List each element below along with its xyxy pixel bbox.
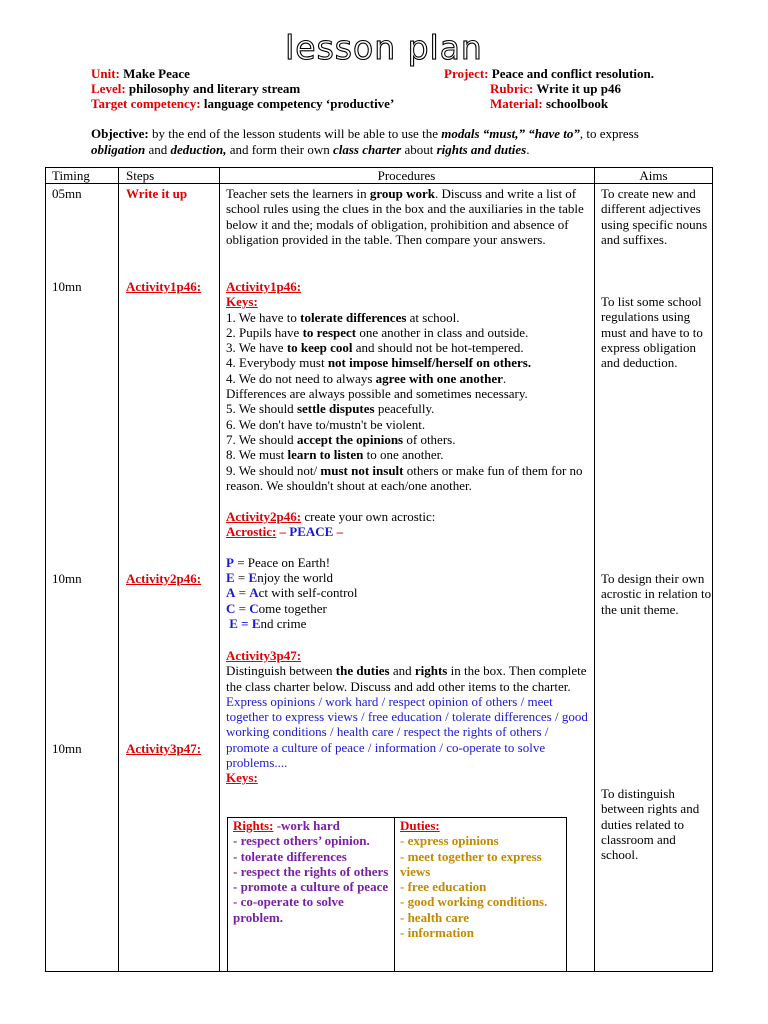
duties-item: - meet together to express views (400, 848, 542, 879)
timing-1: 05mn (52, 186, 82, 201)
unit-line: Unit: Make Peace (91, 66, 190, 81)
key-item: 2. Pupils have to respect one another in class and outside. (226, 324, 529, 340)
procedure-activity3: Activity3p47: Distinguish between the duties and rights in the box. Then complete the class charter below. Discuss and add other items to the charter. Express opinions / work hard / respect opinion of others / meet together to express views / free education / tolerate differences / good working conditions / health care / respect the rights of others / promote a culture of peace / information / co-operate to solve problems.... Keys: (226, 648, 591, 786)
page-title: lesson plan (285, 28, 483, 67)
duties-item: - health care (400, 909, 470, 925)
duties-item: - express opinions (400, 833, 499, 849)
col-divider (118, 167, 119, 972)
key-item: 3. We have to keep cool and should not be hot-tempered. (226, 340, 524, 356)
acrostic-line: P = Peace on Earth! (226, 554, 331, 570)
step-2: Activity1p46: (126, 279, 202, 294)
duties-label: Duties: (400, 818, 440, 833)
timing-2: 10mn (52, 279, 82, 294)
duties-column (400, 818, 562, 940)
box-divider (394, 817, 395, 972)
duties-item: - information (400, 925, 475, 941)
aim-3: To design their own acrostic in relation to the unit theme. (601, 571, 712, 617)
procedure-activity1 (226, 279, 591, 493)
header-aims: Aims (639, 168, 668, 183)
aim-2: To list some school regulations using must and have to to express obligation and deduction. (601, 294, 703, 371)
duties-item: - good working conditions. (400, 894, 548, 910)
timing-3: 10mn (52, 571, 82, 586)
procedure-activity2: Activity2p46: create your own acrostic: Acrostic: – PEACE – P = Peace on Earth! E = Enjoy the world A = Act with self-control C = Come together E = End crime (226, 509, 591, 631)
col-divider (594, 167, 595, 972)
aim-1: To create new and different adjectives using specific nouns and suffixes. (601, 186, 708, 247)
acrostic-line: A = Act with self-control (226, 585, 358, 601)
procedure-write-it-up: Teacher sets the learners in group work. Discuss and write a list of school rules using the clues in the box and the auxiliaries in the table below it and the; modals of obligation, prohibition and absence of obligation provided in the table. Then compare your answers. (226, 186, 584, 247)
keys-label: Keys: (226, 294, 258, 310)
timing-4: 10mn (52, 741, 82, 756)
rights-item: - co-operate to solve problem. (233, 894, 344, 925)
rights-item: - respect others’ opinion. (233, 833, 370, 849)
key-item: Differences are always possible and sometimes necessary. (226, 386, 528, 402)
step-1: Write it up (126, 186, 188, 201)
key-item: 4. Everybody must not impose himself/herself on others. (226, 355, 532, 371)
header-steps: Steps (126, 168, 155, 183)
step-4: Activity3p47: (126, 741, 202, 756)
key-item: 6. We don't have to/mustn't be violent. (226, 416, 426, 432)
step-3: Activity2p46: (126, 571, 202, 586)
acrostic-label: Acrostic: (226, 524, 277, 540)
level-line: Level: philosophy and literary stream (91, 81, 301, 96)
keys-label-2: Keys: (226, 770, 258, 786)
key-item: 9. We should not/ must not insult others or make fun of them for no reason. We shouldn't shout at each/one another. (226, 462, 583, 493)
rights-item: - tolerate differences (233, 848, 347, 864)
activity3-word-list: Express opinions / work hard / respect opinion of others / meet together to express views / free education / tolerate differences / good working conditions / health care / respect the rights of others / promote a culture of peace / information / co-operate to solve problems.... (226, 693, 588, 771)
header-procedures: Procedures (377, 168, 436, 183)
activity3-title: Activity3p47: (226, 648, 302, 663)
project-line: Project: Peace and conflict resolution. (444, 66, 655, 81)
target-competency-line: Target competency: language competency ‘productive’ (91, 96, 395, 111)
acrostic-line: C = Come together (226, 600, 327, 616)
rights-column: Rights: -work hard - respect others’ opinion. - tolerate differences - respect the rights of others - promote a culture of peace - co-operate to solve problem. (233, 818, 391, 925)
acrostic-word: PEACE (289, 524, 334, 540)
key-item: 8. We must learn to listen to one another. (226, 447, 444, 463)
aim-4: To distinguish between rights and duties related to classroom and school. (601, 786, 700, 863)
key-item: 7. We should accept the opinions of others. (226, 431, 456, 447)
material-line: Material: schoolbook (490, 96, 609, 111)
acrostic-line: E = End crime (229, 616, 307, 632)
rights-label: Rights: (233, 818, 274, 833)
acrostic-line: E = Enjoy the world (226, 570, 334, 586)
key-item: 1. We have to tolerate differences at school. (226, 309, 460, 325)
rubric-line: Rubric: Write it up p46 (490, 81, 621, 96)
header-divider (45, 183, 713, 184)
activity1-title: Activity1p46: (226, 279, 302, 294)
activity2-title: Activity2p46: (226, 509, 302, 524)
header-timing: Timing (52, 168, 90, 183)
rights-item: - respect the rights of others (233, 863, 389, 879)
rights-item: - promote a culture of peace (233, 879, 389, 895)
objective: Objective: by the end of the lesson students will be able to use the modals “must,” “have to”, to express obligation and deduction, and form their own class charter about rights and duties. (91, 126, 639, 157)
duties-item: - free education (400, 879, 487, 895)
key-item: 5. We should settle disputes peacefully. (226, 401, 435, 417)
col-divider (219, 167, 220, 972)
key-item: 4. We do not need to always agree with one another. (226, 370, 507, 386)
